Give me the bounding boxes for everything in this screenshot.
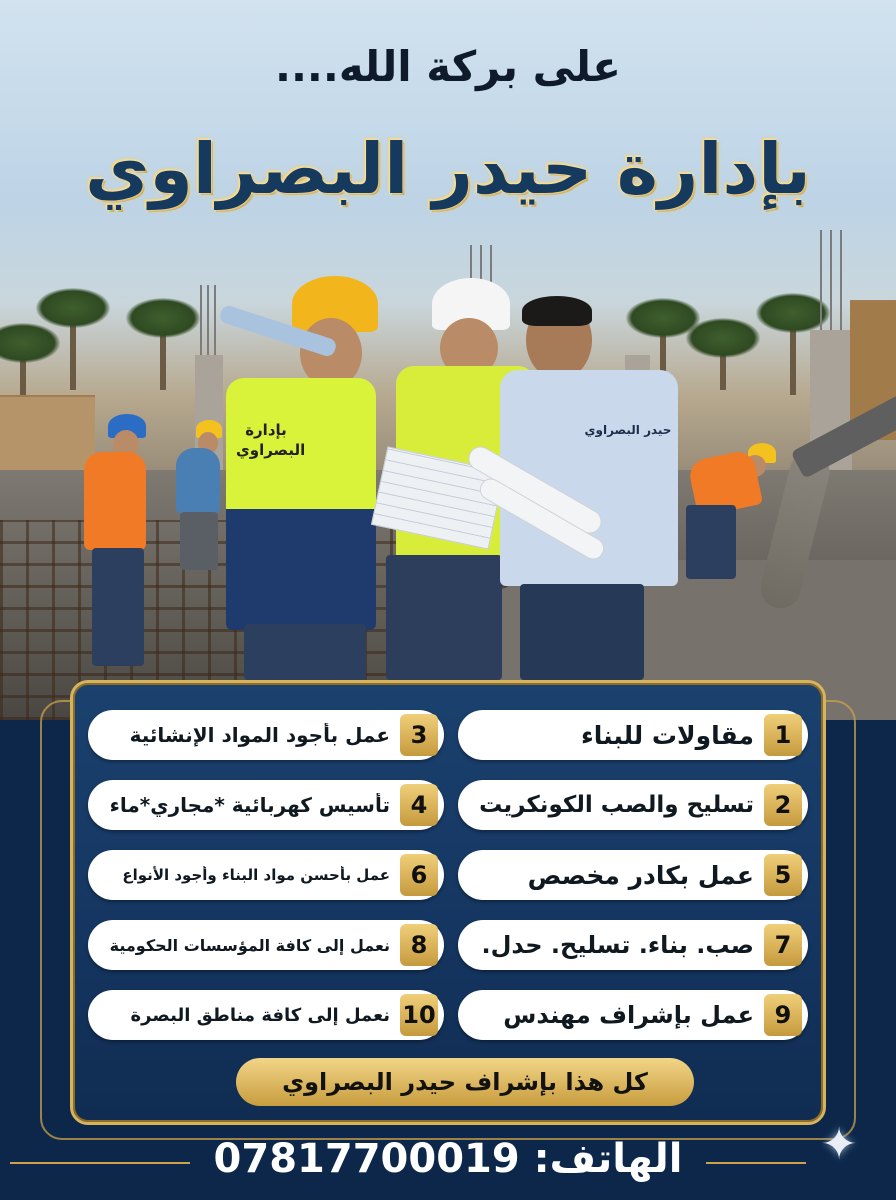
phone-label: الهاتف: xyxy=(533,1136,683,1182)
service-number: 7 xyxy=(764,924,802,966)
service-number: 8 xyxy=(400,924,438,966)
service-number: 6 xyxy=(400,854,438,896)
service-number: 4 xyxy=(400,784,438,826)
service-text: نعمل إلى كافة مناطق البصرة xyxy=(130,1004,390,1026)
service-text: عمل بأجود المواد الإنشائية xyxy=(129,723,390,747)
service-item xyxy=(88,780,444,830)
service-number: 10 xyxy=(400,994,438,1036)
service-item xyxy=(458,780,808,830)
service-text: صب. بناء. تسليح. حدل. xyxy=(481,931,754,959)
service-number: 9 xyxy=(764,994,802,1036)
service-item xyxy=(88,850,444,900)
service-item xyxy=(88,990,444,1040)
service-item xyxy=(88,710,444,760)
service-text: مقاولات للبناء xyxy=(580,720,754,750)
service-item xyxy=(458,920,808,970)
blessing-title: على بركة الله.... xyxy=(275,42,621,91)
service-text: عمل بأحسن مواد البناء وأجود الأنواع xyxy=(122,866,390,884)
management-title: بإدارة حيدر البصراوي xyxy=(85,128,811,210)
service-text: تأسيس كهربائية *مجاري*ماء xyxy=(109,793,390,817)
service-item xyxy=(458,850,808,900)
phone-number[interactable]: 07817700019 xyxy=(213,1136,520,1182)
service-text: تسليح والصب الكونكريت xyxy=(479,792,754,818)
service-item xyxy=(458,710,808,760)
service-text: عمل بكادر مخصص xyxy=(527,860,754,890)
vest-label: بإدارة البصراوي xyxy=(236,421,306,459)
sparkle-icon: ✦ xyxy=(820,1119,858,1170)
service-text: عمل بإشراف مهندس xyxy=(503,1001,754,1029)
supervision-banner: كل هذا بإشراف حيدر البصراوي xyxy=(236,1058,694,1106)
palm-tree xyxy=(790,315,796,395)
service-item xyxy=(458,990,808,1040)
service-number: 2 xyxy=(764,784,802,826)
service-number: 1 xyxy=(764,714,802,756)
service-number: 5 xyxy=(764,854,802,896)
palm-tree xyxy=(160,320,166,390)
palm-tree xyxy=(70,310,76,390)
palm-tree xyxy=(20,345,26,395)
service-number: 3 xyxy=(400,714,438,756)
shirt-label: حيدر البصراوي xyxy=(584,423,672,437)
service-text: نعمل إلى كافة المؤسسات الحكومية xyxy=(109,935,390,955)
palm-tree xyxy=(720,340,726,390)
phone-line xyxy=(0,1136,896,1182)
service-item xyxy=(88,920,444,970)
